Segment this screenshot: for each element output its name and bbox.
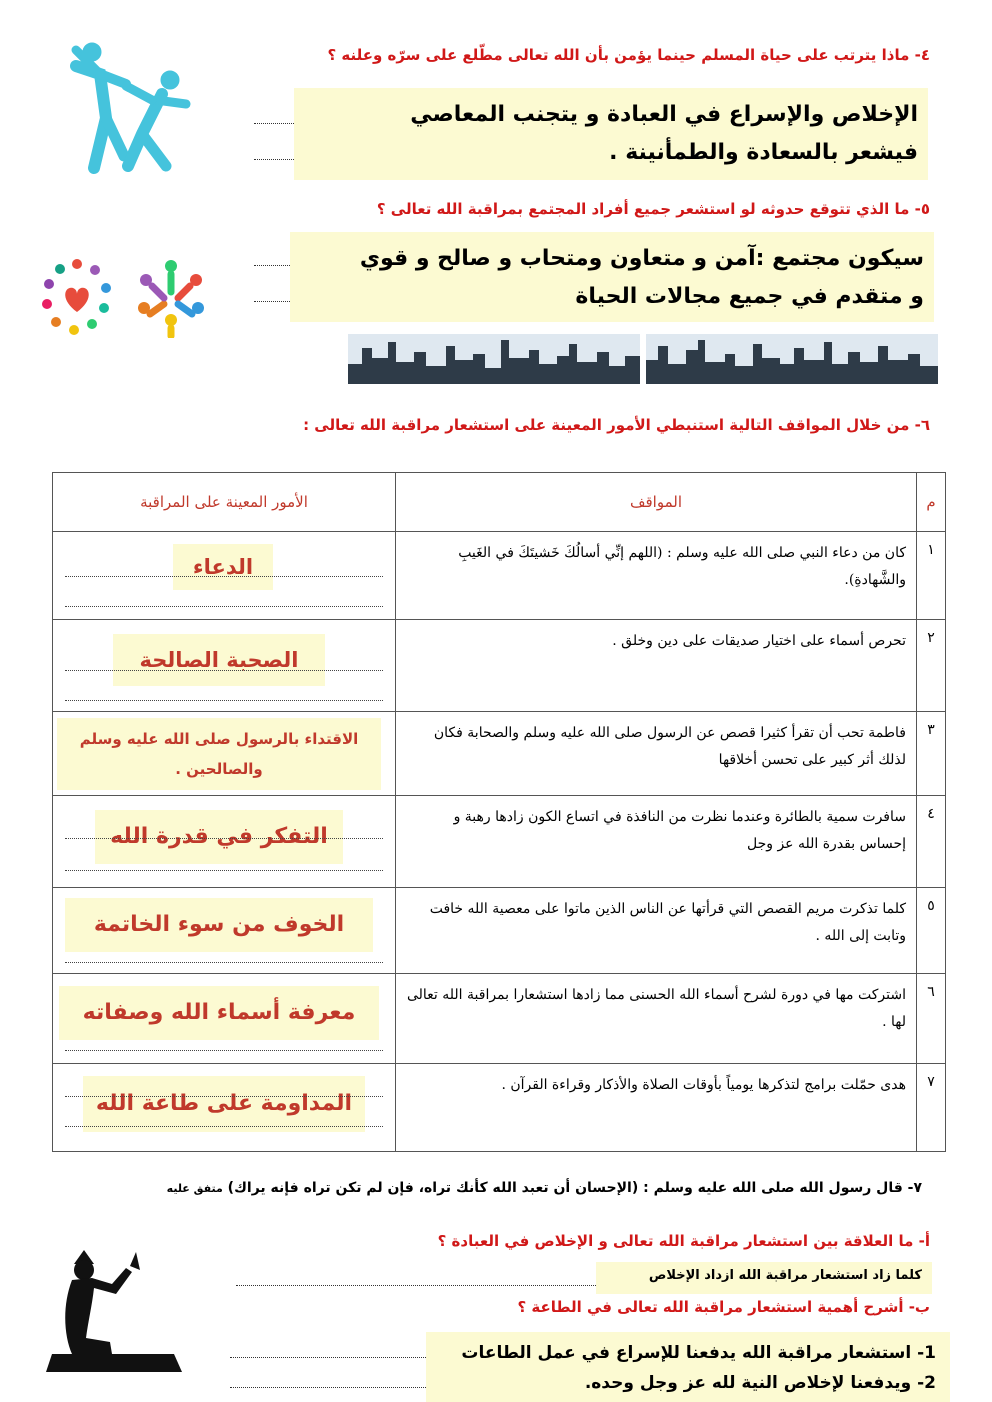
table-row [53,888,946,974]
q7b-answer-1: 1- استشعار مراقبة الله يدفعنا للإسراع في عمل الطاعات [461,1343,936,1363]
row-result [53,1064,396,1152]
praying-person-icon [42,1246,192,1386]
q7-hadith-text: (الإحسان أن تعبد الله كأنك تراه، فإن لم تكن تراه فإنه يراك) [227,1180,639,1196]
q4-answer-line1: الإخلاص والإسراع في العبادة و يتجنب المعاصي [410,102,918,127]
q5-answer-line2: و متقدم في جميع مجالات الحياة [575,284,924,309]
q5-answer-line1: سيكون مجتمع :آمن و متعاون ومتحاب و صالح و قوي [359,246,924,271]
q7b-question: ب- أشرح أهمية استشعار مراقبة الله تعالى في الطاعة ؟ [517,1298,930,1316]
q7a-question: أ- ما العلاقة بين استشعار مراقبة الله تعالى و الإخلاص في العبادة ؟ [437,1232,930,1250]
row-num: ٧ [917,1064,946,1152]
row-situation: سافرت سمية بالطائرة وعندما نظرت من النافذة في اتساع الكون زادها رهبة و إحساس بقدرة الله عز وجل [396,796,917,888]
q7-hadith [42,1180,922,1196]
row-situation: فاطمة تحب أن تقرأ كثيرا قصص عن الرسول صلى الله عليه وسلم والصحابة فكان لذلك أثر كبير على تحسن أخلاقها [396,712,917,796]
row-answer: معرفة أسماء الله وصفاته [59,986,379,1040]
hearts-circle-icon [40,256,114,338]
row-situation: كلما تذكرت مريم القصص التي قرأتها عن الناس الذين ماتوا على معصية الله خافت وتابت إلى الله . [396,888,917,974]
row-situation: تحرص أسماء على اختيار صديقات على دين وخلق . [396,620,917,712]
row-result [53,620,396,712]
q4-dots-1 [254,122,294,124]
q4-answer-box [294,88,928,180]
skyline-image-right [646,334,938,384]
row-answer: الاقتداء بالرسول صلى الله عليه وسلم والصالحين . [57,718,381,790]
q7a-answer: كلما زاد استشعار مراقبة الله ازداد الإخلاص [648,1268,922,1283]
row-num: ٣ [917,712,946,796]
q7-hadith-label: ٧- قال رسول الله صلى الله عليه وسلم : [643,1180,922,1196]
q5-question: ٥- ما الذي تتوقع حدوثه لو استشعر جميع أفراد المجتمع بمراقبة الله تعالى ؟ [376,200,930,218]
q7b-dots-1 [230,1356,426,1358]
q7-hadith-source: متفق عليه [166,1182,223,1195]
q7b-dots-2 [230,1386,426,1388]
row-result [53,974,396,1064]
row-dots-2 [65,870,383,871]
header-result: الأمور المعينة على المراقبة [53,473,396,532]
row-situation: اشتركت مها في دورة لشرح أسماء الله الحسنى مما زادها استشعارا بمراقبة الله تعالى لها . [396,974,917,1064]
row-dots-1 [65,670,383,671]
row-answer: الصحبة الصالحة [113,634,325,686]
row-result [53,796,396,888]
row-situation: هدى حمّلت برامج لتذكرها يومياً بأوقات الصلاة والأذكار وقراءة القرآن . [396,1064,917,1152]
row-answer: الدعاء [173,544,273,590]
header-situation: المواقف [396,473,917,532]
q7a-answer-box [596,1262,932,1294]
row-num: ٢ [917,620,946,712]
q4-dots-2 [254,158,294,160]
people-jumping-icon [66,38,198,178]
table-row [53,712,946,796]
q5-answer-box [290,232,934,322]
row-dots-2 [65,1126,383,1127]
header-num: م [917,473,946,532]
row-result [53,888,396,974]
row-result [53,712,396,796]
q7b-answer-box [426,1332,950,1402]
row-result [53,532,396,620]
table-row [53,974,946,1064]
row-num: ١ [917,532,946,620]
row-answer: المداومة على طاعة الله [83,1076,365,1132]
row-dots-1 [65,576,383,577]
row-num: ٦ [917,974,946,1064]
row-dots-1 [65,962,383,963]
q4-answer-line2: فيشعر بالسعادة والطمأنينة . [609,140,918,165]
row-dots-2 [65,700,383,701]
q7b-answer-2: 2- ويدفعنا لإخلاص النية لله عز وجل وحده. [584,1373,936,1393]
table-row [53,1064,946,1152]
q5-dots-2 [254,300,290,302]
row-situation: كان من دعاء النبي صلى الله عليه وسلم : (اللهم إنِّي أسالُكَ خَشيتَكَ في الغَيبِ والشَّهادةِ). [396,532,917,620]
q5-dots-1 [254,264,290,266]
q7a-dots [236,1284,596,1286]
situations-table [52,472,946,1152]
table-header-row [53,473,946,532]
row-answer: الخوف من سوء الخاتمة [65,898,373,952]
table-row [53,620,946,712]
row-dots-1 [65,1096,383,1097]
row-num: ٤ [917,796,946,888]
table-row [53,532,946,620]
row-dots-1 [65,1050,383,1051]
row-num: ٥ [917,888,946,974]
row-dots-1 [65,838,383,839]
skyline-image-left [348,334,640,384]
community-circle-icon [132,258,210,338]
q4-question: ٤- ماذا يترتب على حياة المسلم حينما يؤمن بأن الله تعالى مطّلع على سرّه وعلنه ؟ [327,46,930,64]
q6-question: ٦- من خلال المواقف التالية استنبطي الأمور المعينة على استشعار مراقبة الله تعالى : [303,416,930,434]
table-row [53,796,946,888]
row-answer: التفكر في قدرة الله [95,810,343,864]
row-dots-2 [65,606,383,607]
